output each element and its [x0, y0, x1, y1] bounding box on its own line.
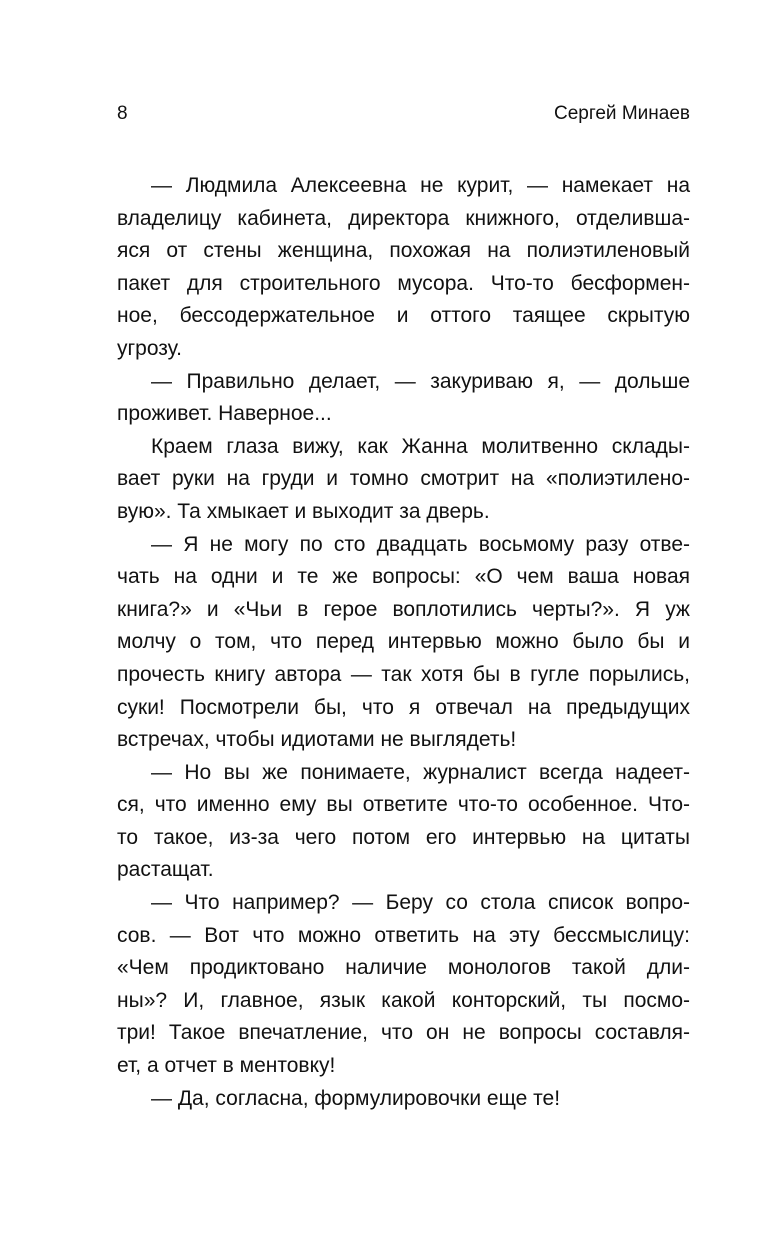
text-line: ся, что именно ему вы ответите что-то особенное. Что-	[117, 793, 690, 817]
text-line: — Правильно делает, — закуриваю я, — дольше	[151, 369, 690, 393]
text-line: прочесть книгу автора — так хотя бы в гугле порылись,	[117, 662, 690, 686]
paragraph	[117, 170, 690, 366]
paragraph	[117, 529, 690, 757]
text-line: проживет. Наверное...	[117, 402, 332, 426]
paragraph	[117, 757, 690, 887]
text-line: — Да, согласна, формулировочки еще те!	[151, 1086, 561, 1110]
text-line: вает руки на груди и томно смотрит на «полиэтилено-	[117, 467, 690, 491]
text-line: суки! Посмотрели бы, что я отвечал на предыдущих	[117, 695, 690, 719]
text-line: встречах, чтобы идиотами не выглядеть!	[117, 728, 517, 752]
text-line: — Но вы же понимаете, журналист всегда надеет-	[151, 760, 690, 784]
running-head	[117, 101, 690, 127]
text-line: три! Такое впечатление, что он не вопросы составля-	[117, 1021, 690, 1045]
paragraph	[117, 366, 690, 431]
text-line: ны»? И, главное, язык какой конторский, ты посмо-	[117, 988, 690, 1012]
body-text	[117, 170, 690, 1115]
text-line: вую». Та хмыкает и выходит за дверь.	[117, 499, 490, 523]
text-line: ное, бессодержательное и оттого таящее скрытую	[117, 304, 690, 328]
text-line: растащат.	[117, 858, 214, 882]
text-line: яся от стены женщина, похожая на полиэтиленовый	[117, 239, 690, 263]
text-line: «Чем продиктовано наличие монологов такой дли-	[117, 956, 690, 980]
page-number: 8	[117, 103, 128, 124]
text-line: молчу о том, что перед интервью можно было бы и	[117, 630, 690, 654]
text-line: — Я не могу по сто двадцать восьмому разу отве-	[151, 532, 690, 556]
text-line: книга?» и «Чьи в герое воплотились черты?». Я уж	[117, 597, 690, 621]
text-line: чать на одни и те же вопросы: «О чем ваша новая	[117, 565, 690, 589]
text-line: ет, а отчет в ментовку!	[117, 1054, 336, 1078]
text-line: угрозу.	[117, 336, 182, 360]
text-line: сов. — Вот что можно ответить на эту бессмыслицу:	[117, 923, 690, 947]
paragraph	[117, 1083, 690, 1116]
text-line: — Что например? — Беру со стола список вопро-	[151, 891, 690, 915]
text-line: пакет для строительного мусора. Что-то бесформен-	[117, 271, 690, 295]
text-line: то такое, из-за чего потом его интервью на цитаты	[117, 825, 690, 849]
text-line: владелицу кабинета, директора книжного, отделившa-	[117, 206, 690, 230]
paragraph	[117, 887, 690, 1083]
text-line: — Людмила Алексеевна не курит, — намекает на	[151, 174, 690, 197]
running-title: Сергей Минаев	[554, 103, 690, 124]
text-line: Краем глаза вижу, как Жанна молитвенно склады-	[151, 434, 690, 458]
paragraph	[117, 431, 690, 529]
